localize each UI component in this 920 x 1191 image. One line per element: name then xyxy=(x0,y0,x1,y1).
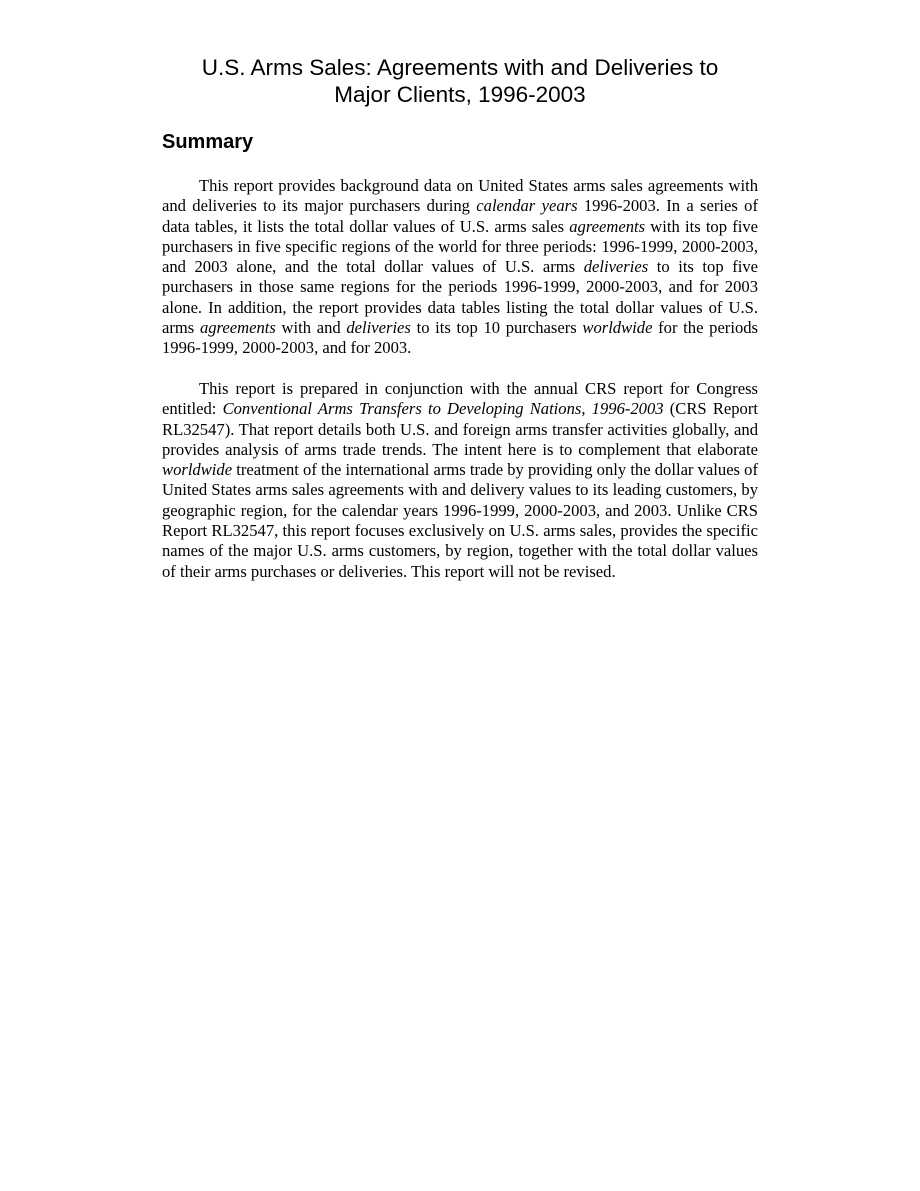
p1-italic-calendar-years: calendar years xyxy=(476,196,578,216)
summary-paragraph-1 xyxy=(162,176,758,359)
document-title xyxy=(162,54,758,108)
p1-text-4: to its top five purchasers in those same regions for the periods 1996-1999, 2000-2003, and for 2003 alone. In addition, the report provides data tables listing the total dollar values of U.S. arms xyxy=(162,257,758,338)
p1-text-7: for the periods 1996-1999, 2000-2003, and for 2003. xyxy=(162,318,758,358)
p1-text-5: with and xyxy=(275,318,347,338)
title-line-2: Major Clients, 1996-2003 xyxy=(334,82,586,107)
p1-italic-agreements: agreements xyxy=(569,216,646,236)
p1-text-1: This report provides background data on United States arms sales agreements with and deliveries to its major purchasers during xyxy=(162,176,758,216)
p1-text-6: to its top 10 purchasers xyxy=(410,318,583,338)
p2-text-3: treatment of the international arms trade by providing only the dollar values of United States arms sales agreements with and delivery values to its leading customers, by geographic region, for the calendar years 1996-1999, 2000-2003, and 2003. Unlike CRS Report RL32547, this report focuses exclusively on U.S. arms sales, provides the specific names of the major U.S. arms customers, by region, together with the total dollar values of their arms purchases or deliveries. This report will not be revised. xyxy=(162,460,758,581)
title-line-1: U.S. Arms Sales: Agreements with and Deliveries to xyxy=(201,55,719,80)
summary-paragraph-2 xyxy=(162,379,758,582)
p2-italic-report-title: Conventional Arms Transfers to Developing Nations, 1996-2003 xyxy=(222,399,664,419)
document-page xyxy=(162,54,758,582)
p2-text-1: This report is prepared in conjunction with the annual CRS report for Congress entitled: xyxy=(162,378,758,419)
p1-italic-deliveries-2: deliveries xyxy=(346,318,411,338)
p1-italic-agreements-2: agreements xyxy=(199,318,276,338)
p2-text-2: (CRS Report RL32547). That report details both U.S. and foreign arms transfer activities globally, and provides analysis of arms trade trends. The intent here is to complement that elaborate xyxy=(162,399,758,459)
p2-italic-worldwide: worldwide xyxy=(162,460,233,480)
p1-text-2: 1996-2003. In a series of data tables, it lists the total dollar values of U.S. arms sales xyxy=(162,196,758,236)
p1-italic-worldwide: worldwide xyxy=(582,318,653,338)
p1-italic-deliveries: deliveries xyxy=(583,257,649,277)
p1-text-3: with its top five purchasers in five specific regions of the world for three periods: 1996-1999, 2000-2003, and 2003 alone, and the total dollar values of U.S. arms xyxy=(162,216,758,277)
summary-heading: Summary xyxy=(162,131,254,153)
